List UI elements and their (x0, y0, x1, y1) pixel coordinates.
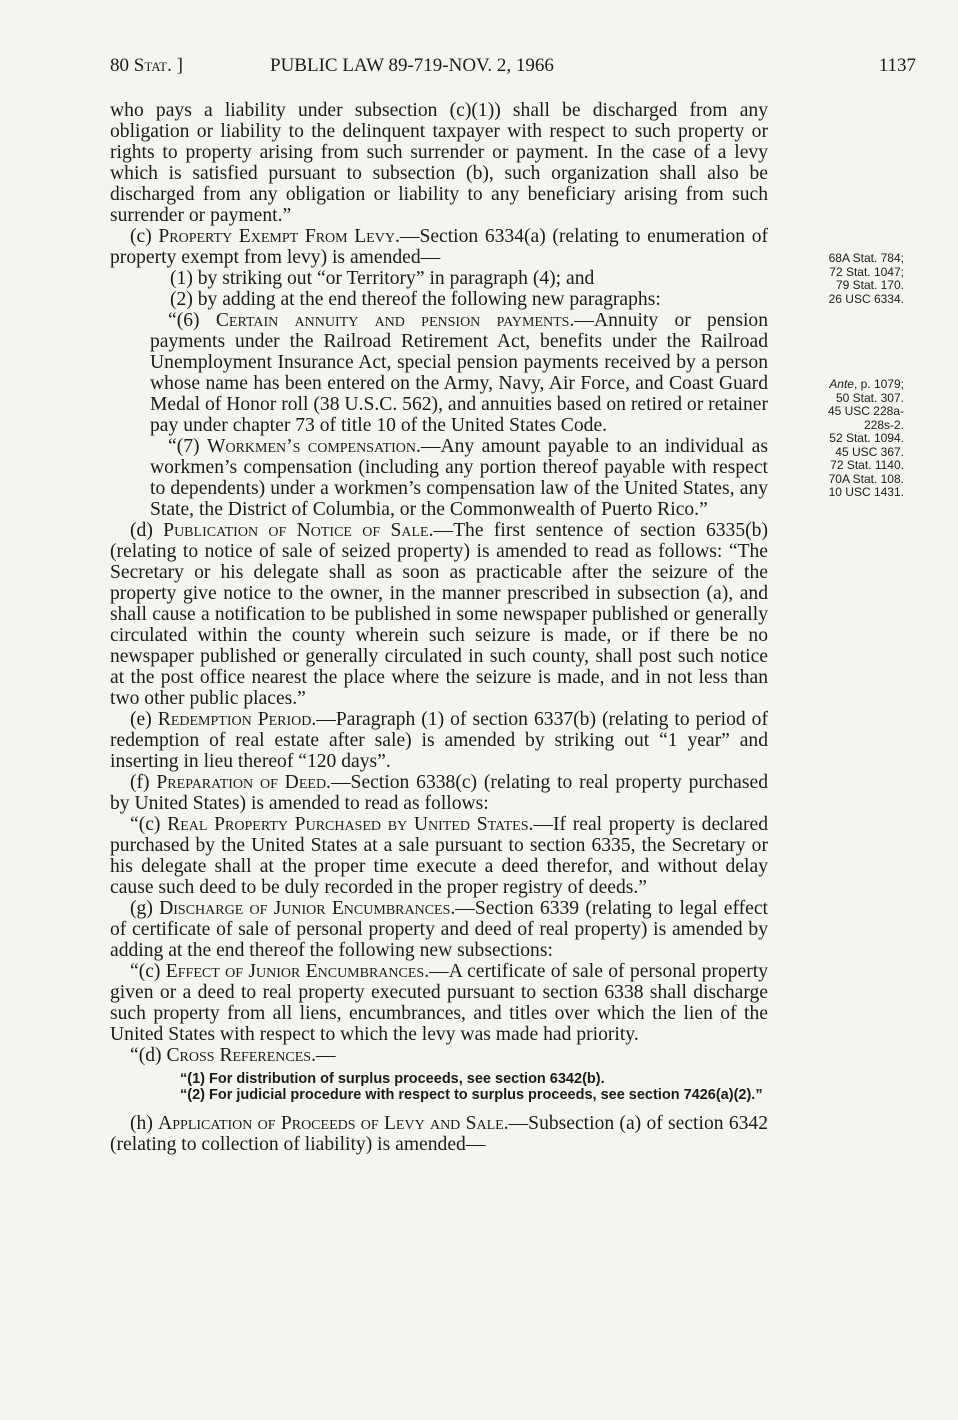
section-e-lead: (e) (130, 709, 158, 730)
section-g (110, 898, 768, 961)
section-e-text: —Paragraph (1) of section 6337(b) (relating to period of redemption of real estate after sale) is amended by striking out “1 year” and inserting in lieu thereof “120 days”. (110, 709, 768, 772)
margin-note-citations-1 (774, 252, 904, 306)
section-g-heading: Discharge of Junior Encumbrances. (159, 898, 456, 919)
section-f-lead: (f) (130, 772, 157, 793)
margin-note-line: 45 USC 367. (835, 444, 904, 459)
paragraph-7 (110, 436, 768, 520)
section-g-subsection-c (110, 961, 768, 1045)
section-f (110, 772, 768, 814)
section-f-subsection-c-text: —If real property is declared purchased by the United States at a sale pursuant to section 6335, the Secretary or his delegate shall at the proper time execute a deed therefor, and without delay cause such deed to be duly recorded in the proper registry of deeds.” (110, 814, 769, 898)
margin-note-line: 228s-2. (863, 417, 904, 432)
section-c-text: —Section 6334(a) (relating to enumeration of property exempt from levy) is amended— (110, 226, 769, 268)
paragraph-6-text: —Annuity or pension payments under the Railroad Retirement Act, benefits under the Railroad Unemployment Insurance Act, special pension payments received by a person whose name has been entered on the Army, Navy, Air Force, and Coast Guard Medal of Honor roll (38 U.S.C. 562), and annuities based on retired or retainer pay under chapter 73 of title 10 of the United States Code. (150, 310, 768, 436)
cross-reference-2: “(2) For judicial procedure with respect to surplus proceeds, see section 7426(a)(2).” (180, 1087, 763, 1103)
body-text (110, 100, 768, 1155)
section-h-text: —Subsection (a) of section 6342 (relating to collection of liability) is amended— (110, 1113, 769, 1155)
section-g-text: —Section 6339 (relating to legal effect of certificate of sale of personal property and deed of real property) is amended by adding at the end thereof the following new subsections: (110, 898, 768, 961)
paragraph-6-lead: “(6) (168, 310, 216, 331)
section-d-text: —The first sentence of section 6335(b) (relating to notice of sale of seized property) is amended to read as follows: “The Secretary or his delegate shall as soon as practicable after the seizure of the property give notice to the owner, in the manner prescribed in subsection (a), and shall cause a notification to be published in some newspaper published or generally circulated within the county wherein such seizure is made, or if there be no newspaper published or generally circulated in such county, shall post such notice at the post office nearest the place where the seizure is made, and in not less than two other public places.” (110, 520, 769, 709)
section-g-subsection-c-lead: “(c) (130, 961, 166, 982)
section-h-lead: (h) (130, 1113, 159, 1134)
section-g-subsection-c-heading: Effect of Junior Encumbrances. (165, 961, 430, 982)
section-d-heading: Publication of Notice of Sale. (163, 520, 434, 541)
stat-volume: 80 (110, 55, 129, 76)
section-d (110, 520, 768, 709)
section-e-heading: Redemption Period. (157, 709, 317, 730)
margin-note-line: 70A Stat. 108. (828, 471, 904, 486)
margin-note-line: 50 Stat. 307. (835, 390, 904, 405)
section-c-item-1: (1) by striking out “or Territory” in paragraph (4); and (170, 268, 595, 289)
page-header (110, 55, 916, 81)
margin-note-line: 10 USC 1431. (828, 485, 904, 499)
margin-note-line: 72 Stat. 1047; (829, 264, 904, 279)
section-g-subsection-d-lead: “(d) (130, 1045, 167, 1066)
paragraph-6 (110, 310, 768, 436)
section-c-heading: Property Exempt From Levy. (158, 226, 400, 247)
margin-note-line: 52 Stat. 1094. (829, 431, 904, 445)
margin-note-ante: Ante (829, 377, 854, 391)
cross-reference-1: “(1) For distribution of surplus proceeds, see section 6342(b). (180, 1071, 605, 1087)
paragraph-7-heading: Workmen’s compensation. (206, 436, 421, 457)
page-number: 1137 (878, 55, 916, 76)
statute-reference (110, 55, 183, 77)
section-g-lead: (g) (130, 898, 160, 919)
margin-note-citations-2 (774, 378, 904, 500)
section-g-subsection-d (110, 1045, 768, 1066)
section-c-lead: (c) (130, 226, 159, 247)
margin-note-ante-page: , p. 1079; (853, 377, 904, 391)
section-h (110, 1113, 768, 1155)
section-f-heading: Preparation of Deed. (156, 772, 331, 793)
page-title: PUBLIC LAW 89-719-NOV. 2, 1966 (270, 55, 554, 76)
paragraph-continuation: who pays a liability under subsection (c)(1)) shall be discharged from any obligation or liability to the delinquent taxpayer with respect to such property or rights to property arising from such surrender or payment. In the case of a levy which is satisfied pursuant to subsection (b), such organization shall also be discharged from any obligation or liability to any beneficiary arising from such surrender or payment.” (110, 100, 768, 226)
section-g-subsection-d-heading: Cross References. (166, 1045, 316, 1066)
margin-note-line: 68A Stat. 784; (828, 251, 904, 265)
section-g-subsection-c-text: —A certificate of sale of personal property given or a deed to real property executed pursuant to section 6338 shall discharge such property from all liens, encumbrances, and titles over which the lien of the United States with respect to which the levy was made had priority. (110, 961, 768, 1045)
section-f-text: —Section 6338(c) (relating to real property purchased by United States) is amended to read as follows: (110, 772, 768, 814)
section-f-subsection-c (110, 814, 768, 898)
paragraph-7-text: —Any amount payable to an individual as workmen’s compensation (including any portion thereof payable with respect to dependents) under a workmen’s compensation law of the United States, any State, the District of Columbia, or the Commonwealth of Puerto Rico.” (150, 436, 768, 520)
margin-note-line: 26 USC 6334. (828, 291, 904, 306)
section-c (110, 226, 768, 268)
margin-note-line: 45 USC 228a- (827, 404, 904, 418)
margin-note-line: 79 Stat. 170. (835, 278, 904, 292)
paragraph-7-lead: “(7) (168, 436, 207, 457)
margin-note-line: 72 Stat. 1140. (830, 458, 904, 472)
section-d-lead: (d) (130, 520, 164, 541)
section-h-heading: Application of Proceeds of Levy and Sale. (158, 1113, 509, 1134)
section-f-subsection-c-lead: “(c) (130, 814, 168, 835)
section-c-item-2: (2) by adding at the end thereof the following new paragraphs: (170, 289, 661, 310)
section-f-subsection-c-heading: Real Property Purchased by United States. (167, 814, 534, 835)
section-g-subsection-d-text: — (315, 1045, 336, 1066)
stat-bracket: ] (176, 55, 183, 76)
stat-label: Stat. (133, 55, 172, 76)
paragraph-6-heading: Certain annuity and pension payments. (215, 310, 575, 331)
section-e (110, 709, 768, 772)
margin-note-line (774, 378, 904, 392)
